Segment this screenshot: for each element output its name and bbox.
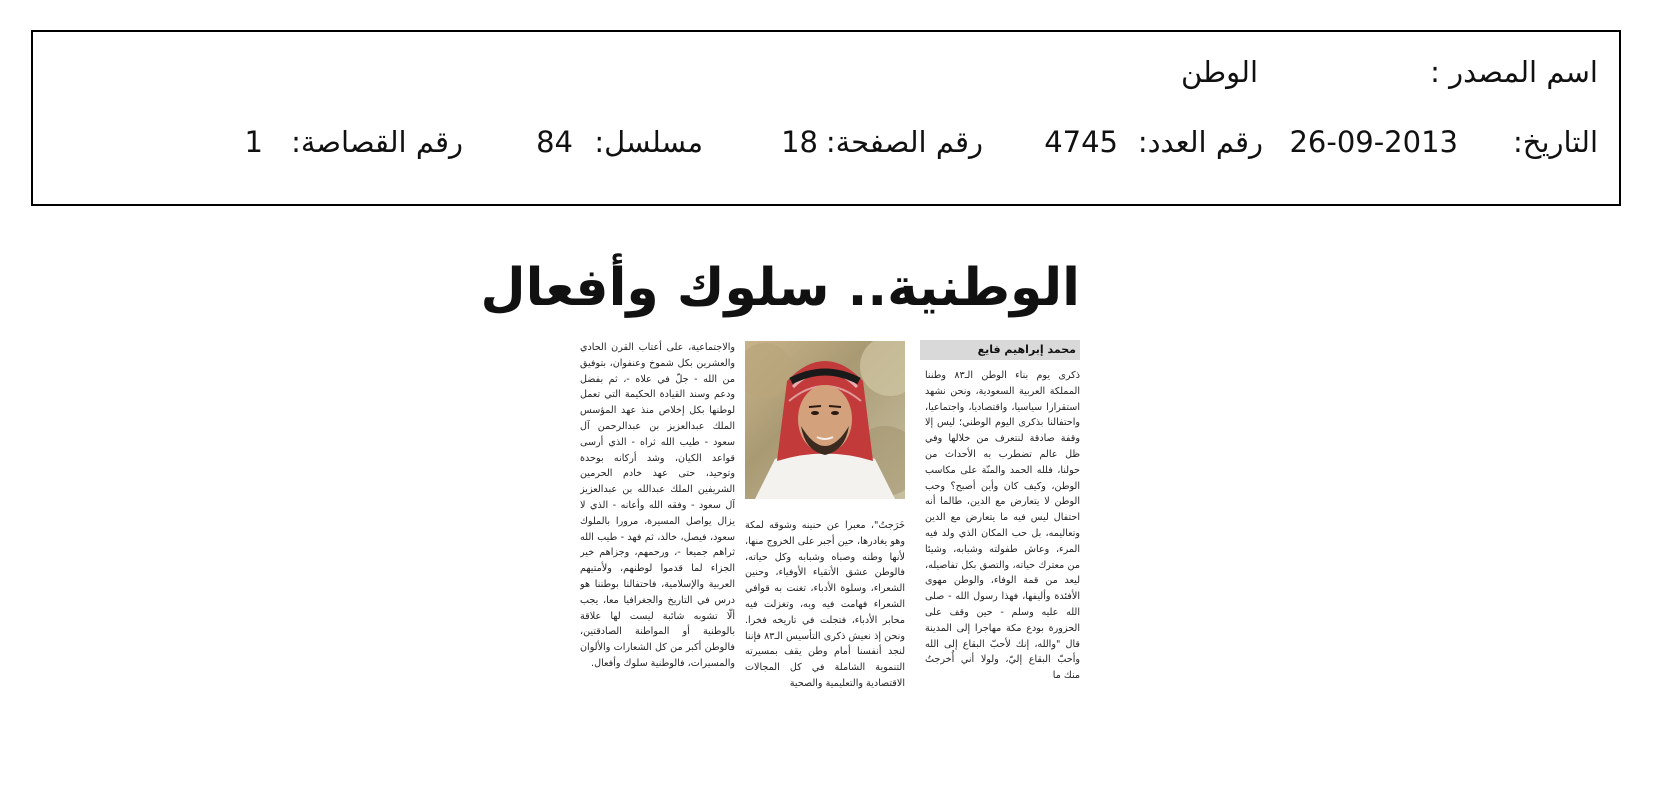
page-value: 18: [781, 125, 818, 159]
serial-value: 84: [536, 125, 573, 159]
article-column-left: [580, 340, 735, 740]
source-label: اسم المصدر :: [1430, 55, 1598, 89]
author-byline: محمد إبراهيم فايع: [920, 340, 1080, 360]
author-photo: [745, 341, 905, 499]
author-portrait-icon: [745, 341, 905, 499]
article-headline: الوطنية.. سلوك وأفعال: [480, 258, 1080, 318]
clipping-label: رقم القصاصة:: [291, 125, 463, 159]
clipping-metadata-box: [31, 30, 1621, 206]
article-paragraph: والاجتماعية، على أعتاب القرن الحادي والعشرين بكل شموخ وعنفوان، بتوفيق من الله - جلّ في علاه -، ثم بفضل ودعم وسند القيادة الحكيمة التي تعمل لوطنها بكل إخلاص منذ عهد المؤسس الملك عبدالعزيز بن عبدالرحمن آل سعود - طيب الله ثراه - الذي أرسى قواعد الكيان، وشد أركانه بوحدة وتوحيد، حتى عهد خادم الحرمين الشريفين الملك عبدالله بن عبدالعزيز آل سعود - وفقه الله وأعانه - الذي لا يزال يواصل المسيرة، مرورا بالملوك سعود، فيصل، خالد، ثم فهد - طيب الله ثراهم جميعا -، ورحمهم، وجزاهم خير الجزاء لما قدموا لوطنهم، ولأمتيهم العربية والإسلامية، فاحتفالنا بوطننا هو درس في التاريخ والجغرافيا معا، يجب ألّا تشوبه شائبة ليست لها علاقة بالوطنية أو المواطنة الصادقتين، فالوطن أكبر من كل الشعارات والألوان والمسيرات، فالوطنية سلوك وأفعال.: [580, 342, 735, 669]
page-label: رقم الصفحة:: [825, 125, 983, 159]
date-value: 26-09-2013: [1289, 125, 1458, 159]
article-column-right: [925, 368, 1080, 738]
issue-value: 4745: [1044, 125, 1118, 159]
article-column-middle: [745, 518, 905, 740]
issue-label: رقم العدد:: [1137, 125, 1263, 159]
date-label: التاريخ:: [1512, 125, 1598, 159]
article-paragraph: ذكرى يوم بناء الوطن الـ٨٣ وطننا المملكة العربية السعودية، ونحن نشهد استقرارا سياسيا، واقتصاديا، واجتماعيا، واحتفالنا بذكرى اليوم الوطني؛ ليس إلا وقفة صادقة لنتعرف من خلالها وفي ظل عالم تضطرب به الأحداث من حولنا، فلله الحمد والمنّة على مكاسب الوطن، وكيف كان وأين أصبح؟ وحب الوطن لا يتعارض مع الدين، طالما أنه احتفال ليس فيه ما يتعارض مع الدين وتعاليمه، بل حب المكان الذي ولد فيه المرء، وعاش طفولته وشبابه، وشيئا من معترك حياته، والتصق بكل تفاصيله، ليعد من قمة الوفاء، والوطن مهوى الأفئدة وأليفها، فهذا رسول الله - صلى الله عليه وسلم - حين وقف على الحزورة بودع مكة مهاجرا إلى المدينة قال "والله، إنك لأحبّ البقاع إلى الله وأحبّ البقاع إليّ، ولولا أني أُخرجتُ منك ما: [925, 370, 1080, 682]
article-paragraph: خَرَجتُ"، معبرا عن حنينه وشوقه لمكة وهو يغادرها، حين أجبر على الخروج منها، لأنها وطنه وصباه وشبابه وكل حياته، فالوطن عشق الأتقياء الأوفياء، وحنين الشعراء، وسلوة الأدباء، تغنت به قوافي الشعراء فهامت فيه وبه، وتغزلت فيه محابر الأدباء، فتجلت في تاريخه فخرا. ونحن إذ نعيش ذكرى التأسيس الـ٨٣ فإننا لنجد أنفسنا أمام وطن يقف بمسيرته التنموية الشاملة في كل المجالات الاقتصادية والتعليمية والصحية: [745, 520, 905, 689]
clipping-value: 1: [244, 125, 263, 159]
source-value: الوطن: [1180, 55, 1258, 89]
serial-label: مسلسل:: [594, 125, 703, 159]
